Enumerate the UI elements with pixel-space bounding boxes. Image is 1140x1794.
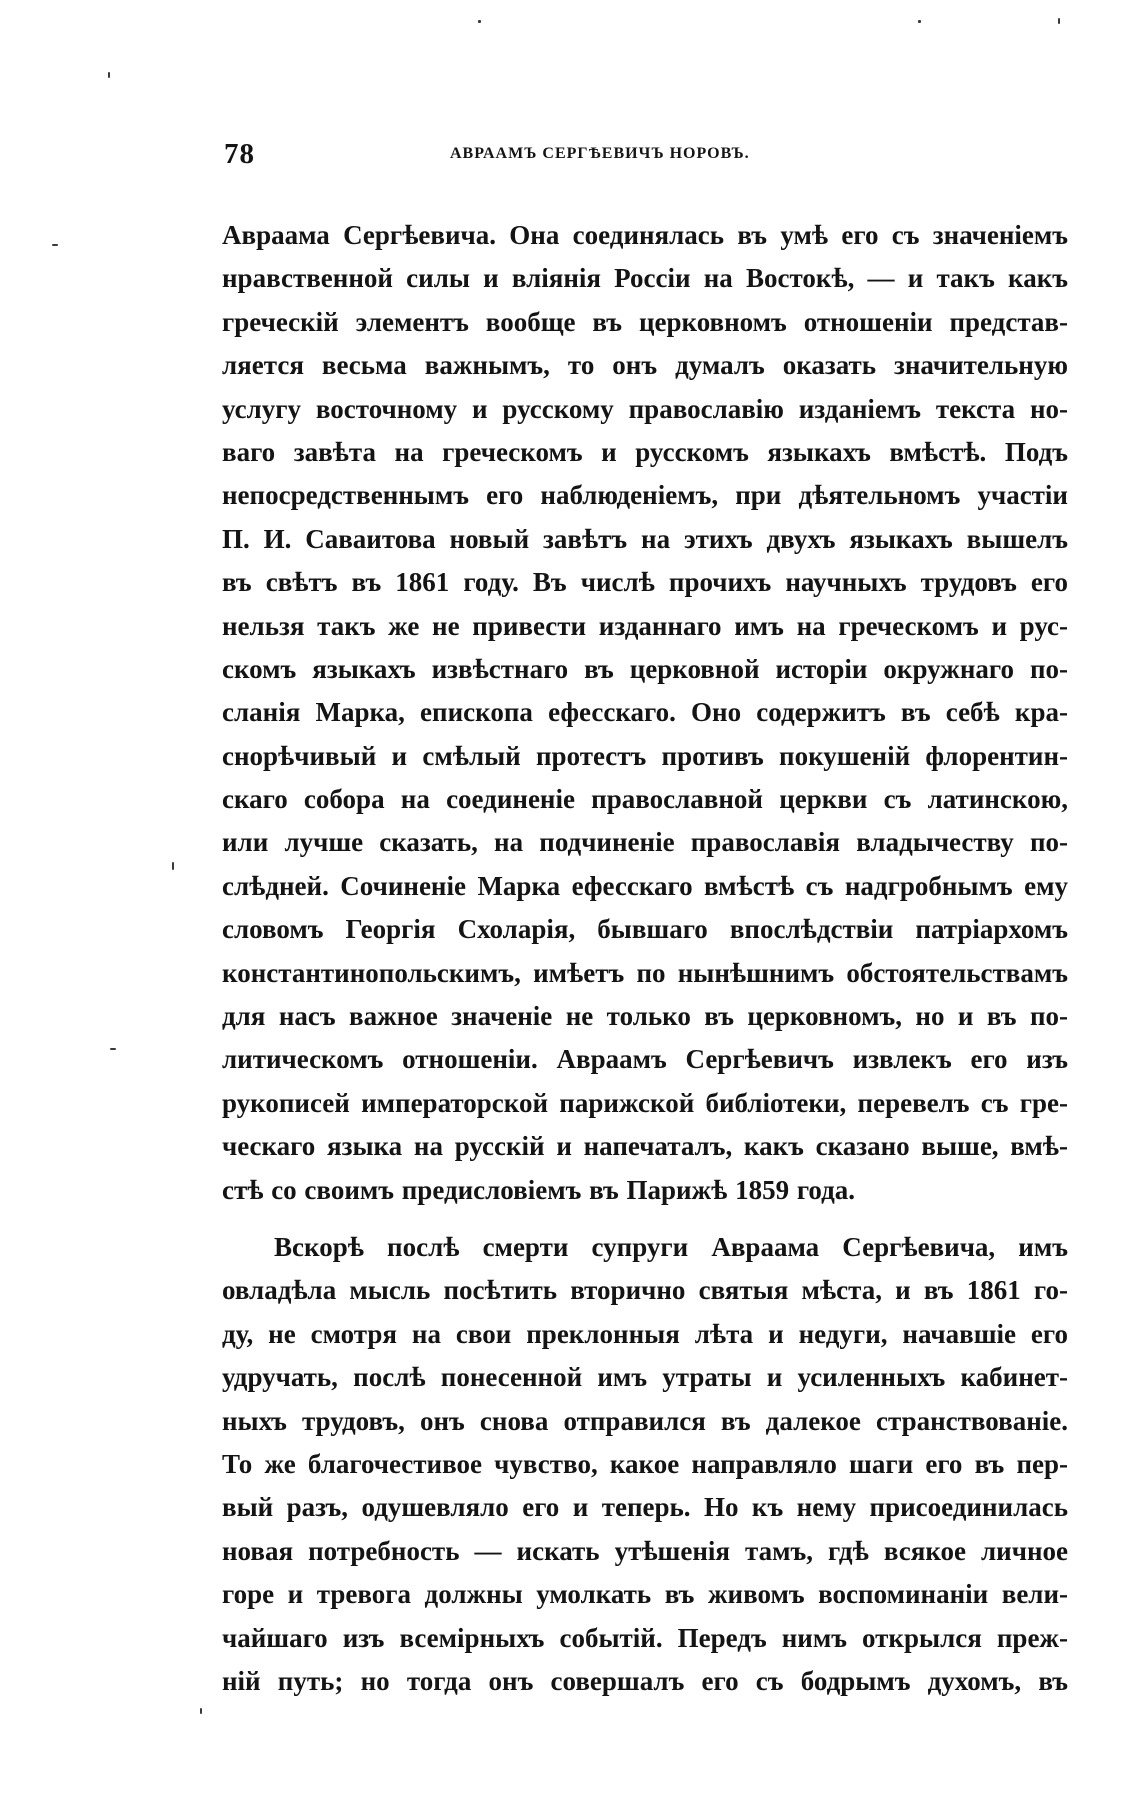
text-line: ній путь; но тогда онъ совершалъ его съ бодрымъ духомъ, въ	[222, 1665, 1068, 1696]
text-line: ваго завѣта на греческомъ и русскомъ языкахъ вмѣстѣ. Подъ	[222, 436, 1068, 467]
text-line: или лучше сказать, на подчиненіе православія владычеству по-	[222, 827, 1068, 858]
text-line: литическомъ отношеніи. Авраамъ Сергѣевичъ извлекъ его изъ	[222, 1044, 1068, 1075]
text-line: въ свѣтъ въ 1861 году. Въ числѣ прочихъ научныхъ трудовъ его	[222, 567, 1068, 598]
text-line: нельзя такъ же не привести изданнаго имъ на греческомъ и рус-	[222, 610, 1068, 641]
text-line: для насъ важное значеніе не только въ церковномъ, но и въ по-	[222, 1001, 1068, 1032]
scan-speck	[52, 244, 58, 246]
text-line: вый разъ, одушевляло его и теперь. Но къ нему присоединилась	[222, 1492, 1068, 1523]
text-line: П. И. Саваитова новый завѣтъ на этихъ двухъ языкахъ вышелъ	[222, 523, 1068, 554]
paragraph-2	[222, 1226, 1068, 1703]
text-line: нравственной силы и вліянія Россіи на Востокѣ, — и такъ какъ	[222, 263, 1068, 294]
body-text	[222, 214, 1068, 1703]
scan-speck	[172, 862, 174, 870]
text-line: овладѣла мысль посѣтить вторично святыя мѣста, и въ 1861 го-	[222, 1275, 1068, 1306]
page-number: 78	[224, 138, 255, 170]
paragraph-1	[222, 214, 1068, 1212]
scan-speck	[918, 20, 921, 23]
text-line: горе и тревога должны умолкать въ живомъ воспоминаніи вели-	[222, 1579, 1068, 1610]
text-line: Вскорѣ послѣ смерти супруги Авраама Сергѣевича, имъ	[274, 1231, 1068, 1262]
scan-speck	[1058, 18, 1060, 24]
text-line: рукописей императорской парижской библіотеки, перевелъ съ гре-	[222, 1087, 1068, 1118]
text-line: То же благочестивое чувство, какое направляло шаги его въ пер-	[222, 1448, 1068, 1479]
text-line: словомъ Георгія Схоларія, бывшаго впослѣдствіи патріархомъ	[222, 914, 1068, 945]
text-line: константинопольскимъ, имѣетъ по нынѣшнимъ обстоятельствамъ	[222, 957, 1068, 988]
scan-speck	[478, 20, 481, 23]
text-line: стѣ со своимъ предисловіемъ въ Парижѣ 1859 года.	[222, 1174, 856, 1205]
text-line: слѣдней. Сочиненіе Марка ефесскаго вмѣстѣ съ надгробнымъ ему	[222, 870, 1068, 901]
text-line: ныхъ трудовъ, онъ снова отправился въ далекое странствованіе.	[222, 1405, 1068, 1436]
text-line: греческій элементъ вообще въ церковномъ отношеніи представ-	[222, 306, 1068, 337]
text-line: непосредственнымъ его наблюденіемъ, при дѣятельномъ участіи	[222, 480, 1068, 511]
running-head: АВРААМЪ СЕРГѢЕВИЧЪ НОРОВЪ.	[450, 145, 750, 162]
page-header	[224, 138, 1064, 178]
text-line: сланія Марка, епископа ефесскаго. Оно содержитъ въ себѣ кра-	[222, 697, 1068, 728]
text-line: снорѣчивый и смѣлый протестъ противъ покушеній флорентин-	[222, 740, 1068, 771]
scan-speck	[200, 1708, 202, 1714]
scan-speck	[110, 1048, 116, 1050]
text-line: скаго собора на соединеніе православной церкви съ латинскою,	[222, 784, 1068, 815]
paragraph-gap	[222, 1212, 1068, 1226]
text-line: ческаго языка на русскій и напечаталъ, какъ сказано выше, вмѣ-	[222, 1131, 1068, 1162]
text-line: Авраама Сергѣевича. Она соединялась въ умѣ его съ значеніемъ	[222, 220, 1068, 250]
scan-speck	[108, 72, 110, 78]
text-line: чайшаго изъ всемірныхъ событій. Передъ нимъ открылся преж-	[222, 1622, 1068, 1653]
text-line: скомъ языкахъ извѣстнаго въ церковной исторіи окружнаго по-	[222, 653, 1068, 684]
text-line: ляется весьма важнымъ, то онъ думалъ оказать значительную	[222, 350, 1068, 381]
text-line: новая потребность — искать утѣшенія тамъ, гдѣ всякое личное	[222, 1535, 1068, 1566]
text-line: удручать, послѣ понесенной имъ утраты и усиленныхъ кабинет-	[222, 1362, 1068, 1393]
text-line: услугу восточному и русскому православію изданіемъ текста но-	[222, 393, 1068, 424]
text-line: ду, не смотря на свои преклонныя лѣта и недуги, начавшіе его	[222, 1318, 1068, 1349]
